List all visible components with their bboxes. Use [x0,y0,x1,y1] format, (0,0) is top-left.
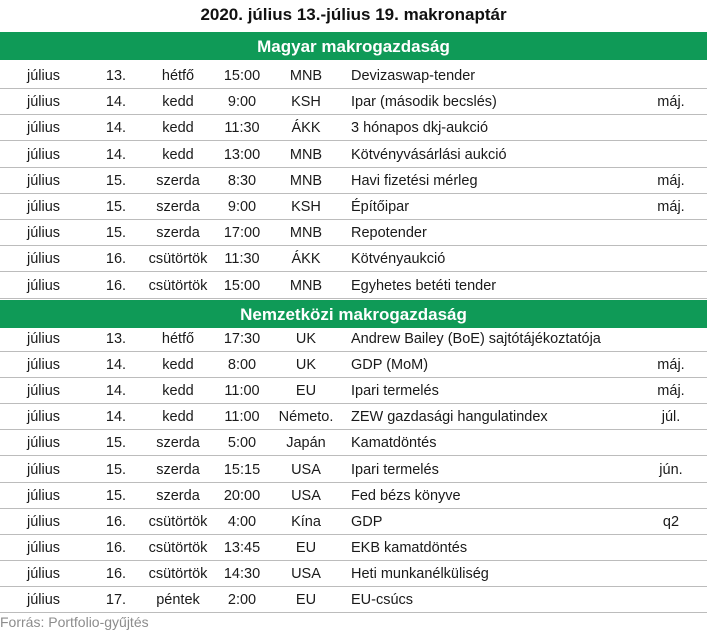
day-cell: 13. [105,331,127,347]
period-cell: máj. [657,94,685,111]
event-cell: ZEW gazdasági hangulatindex [351,409,548,426]
period-cell [648,561,694,586]
day-cell: 15. [105,172,127,189]
event-cell: Építőipar [351,199,410,215]
day-cell: 14. [105,409,127,426]
table-row [0,561,707,587]
time-cell: 2:00 [227,592,257,608]
weekday-cell: hétfő [161,331,195,347]
table-row [0,430,707,456]
source-cell: Kína [291,513,321,530]
month-cell: július [27,68,61,84]
source-footer: Forrás: Portfolio-gyűjtés [0,614,149,630]
event-cell: Ipari termelés [351,461,439,478]
period-cell [648,430,694,455]
month-cell: július [27,409,61,426]
source-cell: USA [291,461,321,478]
period-cell [648,63,694,88]
source-cell: KSH [291,199,321,215]
source-cell: EU [295,383,317,400]
time-cell: 13:45 [223,539,261,556]
period-cell [648,535,694,560]
time-cell: 15:15 [223,461,261,478]
event-cell: Andrew Bailey (BoE) sajtótájékoztatója [351,331,601,347]
source-cell: MNB [289,146,323,163]
period-cell [648,142,694,167]
time-cell: 8:00 [227,357,257,374]
month-cell: július [27,120,61,137]
month-cell: július [27,146,61,163]
month-cell: július [27,539,61,556]
event-cell: GDP (MoM) [351,357,429,374]
weekday-cell: szerda [156,199,200,215]
period-cell: máj. [657,172,685,189]
table-row [0,115,707,141]
page-title: 2020. július 13.-július 19. makronaptár [200,5,507,24]
period-cell: máj. [657,357,685,374]
table-row [0,142,707,168]
day-cell: 14. [105,94,127,111]
event-cell: Ipar (második becslés) [351,94,497,111]
table-row [0,404,707,430]
time-cell: 13:00 [223,146,261,163]
source-cell: UK [295,357,317,374]
time-cell: 4:00 [227,513,257,530]
event-cell: Kamatdöntés [351,435,437,452]
weekday-cell: kedd [162,94,194,111]
table-row [0,168,707,194]
table-row [0,63,707,89]
source-cell: USA [291,487,321,504]
day-cell: 13. [105,68,127,84]
time-cell: 17:00 [223,225,261,242]
event-cell: Fed bézs könyve [351,487,461,504]
weekday-cell: szerda [156,461,200,478]
day-cell: 15. [105,461,127,478]
event-cell: Egyhetes betéti tender [351,277,497,294]
source-cell: Németo. [278,409,334,426]
weekday-cell: csütörtök [148,277,208,294]
day-cell: 16. [105,539,127,556]
source-cell: UK [295,331,317,347]
source-cell: MNB [289,172,323,189]
source-cell: ÁKK [291,120,321,137]
source-cell: KSH [291,94,321,111]
day-cell: 15. [105,199,127,215]
period-cell: q2 [662,513,680,530]
time-cell: 15:00 [223,277,261,294]
weekday-cell: hétfő [161,68,195,84]
weekday-cell: kedd [162,120,194,137]
table-row [0,352,707,378]
period-cell [648,246,694,271]
month-cell: július [27,461,61,478]
period-cell: júl. [661,409,681,426]
table-row [0,246,707,272]
source-cell: MNB [289,277,323,294]
table-row [0,378,707,404]
event-cell: Kötvényaukció [351,251,446,268]
period-cell [648,326,694,351]
weekday-cell: csütörtök [148,251,208,268]
time-cell: 8:30 [227,172,257,189]
day-cell: 15. [105,225,127,242]
time-cell: 11:30 [224,251,260,268]
time-cell: 11:00 [224,383,260,400]
month-cell: július [27,435,61,452]
day-cell: 16. [105,565,127,582]
day-cell: 16. [105,251,127,268]
section-header-hungarian: Magyar makrogazdaság [0,32,707,60]
table-row [0,509,707,535]
weekday-cell: kedd [162,409,194,426]
month-cell: július [27,225,61,242]
weekday-cell: szerda [156,172,200,189]
event-cell: EU-csúcs [351,592,414,608]
month-cell: július [27,172,61,189]
table-row [0,483,707,509]
time-cell: 17:30 [223,331,261,347]
month-cell: július [27,487,61,504]
day-cell: 15. [105,435,127,452]
table-row [0,326,707,352]
time-cell: 20:00 [223,487,261,504]
period-cell: máj. [657,199,685,215]
month-cell: július [27,199,61,215]
source-cell: EU [295,592,317,608]
event-cell: Ipari termelés [351,383,439,400]
day-cell: 14. [105,146,127,163]
month-cell: július [27,513,61,530]
month-cell: július [27,277,61,294]
period-cell [648,587,694,612]
month-cell: július [27,383,61,400]
day-cell: 14. [105,357,127,374]
day-cell: 16. [105,277,127,294]
month-cell: július [27,357,61,374]
weekday-cell: szerda [156,487,200,504]
event-cell: Devizaswap-tender [351,68,476,84]
event-cell: Repotender [351,225,427,242]
weekday-cell: szerda [156,435,200,452]
day-cell: 14. [105,120,127,137]
weekday-cell: kedd [162,383,194,400]
month-cell: július [27,331,61,347]
day-cell: 17. [105,592,127,608]
period-cell [648,220,694,245]
weekday-cell: csütörtök [148,539,208,556]
month-cell: július [27,94,61,111]
source-cell: Japán [286,435,326,452]
table-row [0,89,707,115]
table-row [0,457,707,483]
weekday-cell: kedd [162,146,194,163]
weekday-cell: szerda [156,225,200,242]
event-cell: Heti munkanélküliség [351,565,489,582]
event-cell: EKB kamatdöntés [351,539,468,556]
month-cell: július [27,592,61,608]
month-cell: július [27,251,61,268]
day-cell: 15. [105,487,127,504]
source-cell: EU [295,539,317,556]
time-cell: 9:00 [227,94,257,111]
time-cell: 11:00 [224,409,260,426]
source-cell: USA [291,565,321,582]
section-header-international: Nemzetközi makrogazdaság [0,300,707,328]
event-cell: GDP [351,513,383,530]
weekday-cell: csütörtök [148,565,208,582]
period-cell [648,273,694,298]
day-cell: 14. [105,383,127,400]
period-cell: máj. [657,383,685,400]
event-cell: 3 hónapos dkj-aukció [351,120,489,137]
time-cell: 5:00 [227,435,257,452]
source-cell: MNB [289,225,323,242]
table-row [0,194,707,220]
weekday-cell: péntek [156,592,200,608]
source-cell: ÁKK [291,251,321,268]
time-cell: 9:00 [227,199,257,215]
event-cell: Havi fizetési mérleg [351,172,478,189]
table-row [0,220,707,246]
period-cell [648,483,694,508]
period-cell: jún. [659,461,683,478]
event-cell: Kötvényvásárlási aukció [351,146,507,163]
weekday-cell: kedd [162,357,194,374]
source-cell: MNB [289,68,323,84]
weekday-cell: csütörtök [148,513,208,530]
table-row [0,535,707,561]
time-cell: 11:30 [224,120,260,137]
table-row [0,273,707,299]
period-cell [648,115,694,140]
time-cell: 15:00 [223,68,261,84]
day-cell: 16. [105,513,127,530]
month-cell: július [27,565,61,582]
time-cell: 14:30 [223,565,261,582]
table-row [0,587,707,613]
